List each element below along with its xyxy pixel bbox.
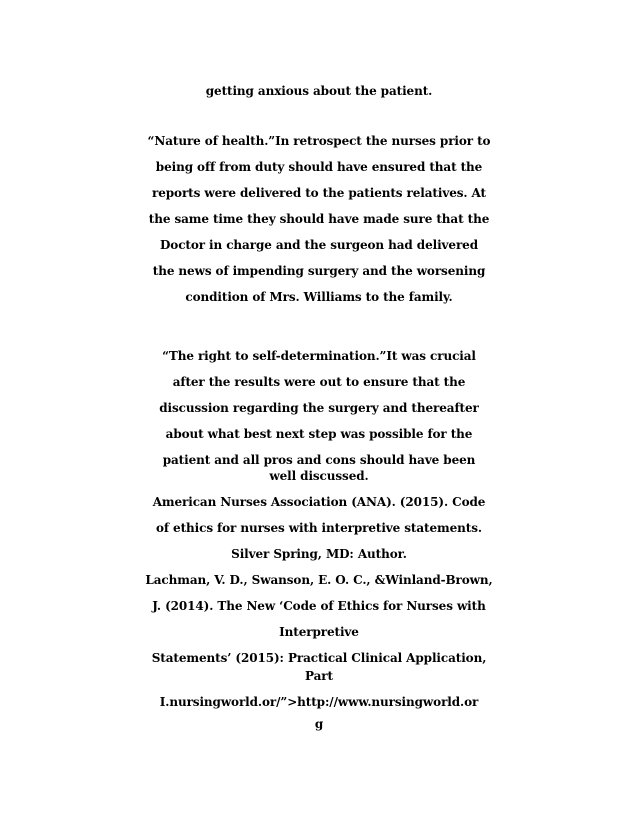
paragraph-line: patient and all pros and cons should have been (162, 453, 476, 467)
paragraph-line: Doctor in charge and the surgeon had delivered (159, 238, 478, 252)
reference-line: of ethics for nurses with interpretive statements. (156, 521, 482, 535)
reference-line: Part (305, 669, 333, 683)
reference-line: J. (2014). The New ‘Code of Ethics for Nurses with (152, 599, 486, 613)
reference-link-line: I.nursingworld.or/”>http://www.nursingworld.or (159, 695, 479, 709)
intro-line: getting anxious about the patient. (205, 84, 433, 98)
reference-line: Interpretive (279, 625, 359, 639)
paragraph-line: reports were delivered to the patients relatives. At (152, 186, 486, 200)
paragraph-line: “Nature of health.”In retrospect the nurses prior to (147, 134, 491, 148)
reference-line: American Nurses Association (ANA). (2015). Code (152, 495, 486, 509)
paragraph-line: the same time they should have made sure that the (148, 212, 490, 226)
reference-line: Silver Spring, MD: Author. (231, 547, 407, 561)
paragraph-line: well discussed. (269, 469, 369, 483)
paragraph-line: after the results were out to ensure that the (172, 375, 466, 389)
paragraph-line: about what best next step was possible for the (165, 427, 473, 441)
paragraph-line: discussion regarding the surgery and thereafter (159, 401, 479, 415)
reference-line: Lachman, V. D., Swanson, E. O. C., &Winland-Brown, (145, 573, 493, 587)
paragraph-line: being off from duty should have ensured that the (155, 160, 483, 174)
paragraph-line: the news of impending surgery and the worsening (152, 264, 486, 278)
paragraph-line: “The right to self-determination.”It was crucial (162, 349, 476, 363)
reference-line: Statements’ (2015): Practical Clinical Application, (151, 651, 487, 665)
reference-link-line: g (314, 717, 324, 731)
paragraph-line: condition of Mrs. Williams to the family. (185, 290, 453, 304)
